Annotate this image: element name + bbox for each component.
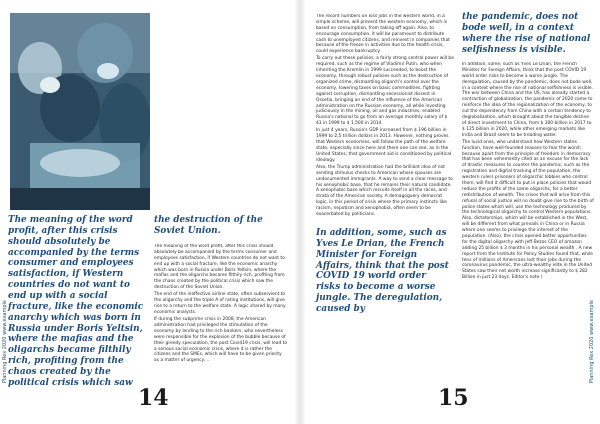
article-column-a	[316, 14, 454, 224]
gutter-shadow	[294, 0, 306, 424]
paragraph: Also, the Trump administration had the brilliant idea of not sending stimulus checks to American whose spouses are undocumented immigrants. A way to send a clear message to his xenophobic base, that he remains their natural candidate. A xenophobic base which recruits itself in all the races, and strata of the American society. A demagoguery democrat logic, in this period of crisis where the primary instincts like racism, nepotism and xenophobia, often seem to be exacerbated by politicians.	[316, 164, 453, 217]
page-number-right: 15	[438, 385, 469, 411]
left-page-body	[154, 244, 288, 372]
side-tag-left: Planning Rex 2020 www.example	[2, 300, 8, 384]
pull-quote-pandemic: the pandemic, does not bode well, in a context where the rise of national selfishness is visible.	[462, 12, 591, 55]
pull-quote-drian: In addition, some, such as Yves Le Drian, the French Minister for Foreign Affairs, think that the post COVID 19 world order risks to become a worse jungle. The deregulation, caused by	[316, 228, 449, 315]
right-page-body	[462, 62, 594, 384]
side-tag-right: Planning Rex 2020 www.example	[589, 300, 595, 384]
paragraph: The end of the ineffective airline state, often subservient to the oligarchy and the triple A of rating institutions, will give rise to a return to the welfare state. A logic shared by many economic analysts.	[154, 292, 286, 315]
surgery-photo	[10, 13, 150, 210]
paragraph: If during the subprime crisis in 2008, the American administration had privileged the stimulation of the economy by lending to the rich bankers, who nevertheless were responsible for the explosion of the bubble because of their greedy speculation, the post Covid19 crisis, will lead to a serious social economic crisis, where it is rather the citizens and the SMEs, which will have to be given priority as a matter of urgency. ..	[154, 317, 288, 364]
pull-quote-left-continuation: the destruction of the Soviet Union.	[154, 215, 263, 236]
pull-quote-left: The meaning of the word profit, after this crisis should absolutely be accompanied by the terms consumer and employees satisfaction, if Western countries do not want to end up with a social fracture, like the economic anarchy which was born in Russia under Boris Yeltsin, where the mafias and the oligarchs became filthily rich, profiting from the chaos created by the political crisis which saw	[8, 215, 144, 388]
paragraph: The meaning of the word profit, after this crisis should absolutely be accompanied by the terms consumer and employees satisfaction, if Western countries do not want to end up with a social fracture, like the economic anarchy which was born in Russia under Boris Yeltsin, where the mafias and the oligarchs became filthily rich, profiting from the chaos created by the political crisis which saw the destruction of the Soviet Union.	[154, 244, 285, 291]
surgery-photo-icon	[10, 13, 150, 210]
paragraph: The record numbers on loss jobs in the western world, in a simple scheme, will prevent the western economy, which is based on consumption, from taking off again. Also, to encourage consumption, it will be paramount to distribute cash to unemployed citizens, and reinvest in companies that because of the freeze in activities due to the health crisis, could experience bankruptcy.	[316, 14, 450, 55]
paragraph: The lucid ones, who understand how Western states function, have well-founded reasons to fear the worst; because apart from the principle of freedom in democracy that has been vehemently cited as an excuse for the lack of drastic measures to counter the pandemic, such as the registration and digital tracking of the population, the western rulers prisoners of oligarchic lobbies who control them, will find it difficult to put in place policies that would reduce the profits of the same oligarchs, for a better redistribution of wealth. The crises that will arise from this refusal of social justice will no doubt give rise to the birth of police states which will, use the technology produced by the technological oligarchy to control Western populations. Also, dictatorships, which will be established in the West, will be different from what prevails in China or in Russia where one seems to privilege the interest of the population. (Also), the crisis opened better opportunities for the digital oligarchy with Jeff Bezos CEO of amazon adding 25 billion $ 3 months in his personal wealth . A new report from the Institute for Policy Studies found that, while tens of millions of Americans lost their jobs during the coronavirus pandemic, the ultra-wealthy elite in the United States saw their net worth increase significantly to $ 282 Billion in just 23 days. Editor's note )	[462, 139, 594, 281]
paragraph: To carry out these policies, a fairly strong central power will be required, such as the regime of Vladimir Putin, who when inheriting the Kremlin in 1999 succeeded, to boost the economy, through robust policies such as the destruction of organized crime, dismantling oligarch's control over the economy, lowering taxes on basic commodities, fighting against corruption, dismantling secessionist dissent in Ossetia, bringing an end of the influence of the American administration on the Russian economy, all while investing judiciously in the mining, oil and gas industries, enabled Russia's national to go from an average monthly salary of $ 43 in 1999 to $ 1,500 in 2014.	[316, 56, 454, 127]
page-number-left: 14	[138, 385, 169, 411]
paragraph: In just 4 years, Russia's GDP increased from $ 196 billion in 1999 to 2,5 trillion dollars in 2013. However, nothing proves that Western economies, will follow the path of the welfare state, especially since here and there one can see, as in the United States, that government aid is conditioned by political ideology.	[316, 128, 452, 163]
paragraph: In addition, some, such as Yves Le Drian, the French Minister for Foreign Affairs, think that the post COVID 19 world order risks to become a worse jungle. The deregulation, caused by the pandemic, does not bode well, in a context where the rise of national selfishness is visible. The war between China and the US, has already started a contraction of globalization, the pandemic of 2020 came to reinforce the idea of the regionalization of the economy, to cut the dependency from China with a certain tendency to deglobalization, which brought about the tangible decline of direct investment to China, from $ 300 billion in 2017 to $ 125 billion in 2020, while other emerging markets like India and Brazil seem to be treading water.	[462, 62, 593, 138]
